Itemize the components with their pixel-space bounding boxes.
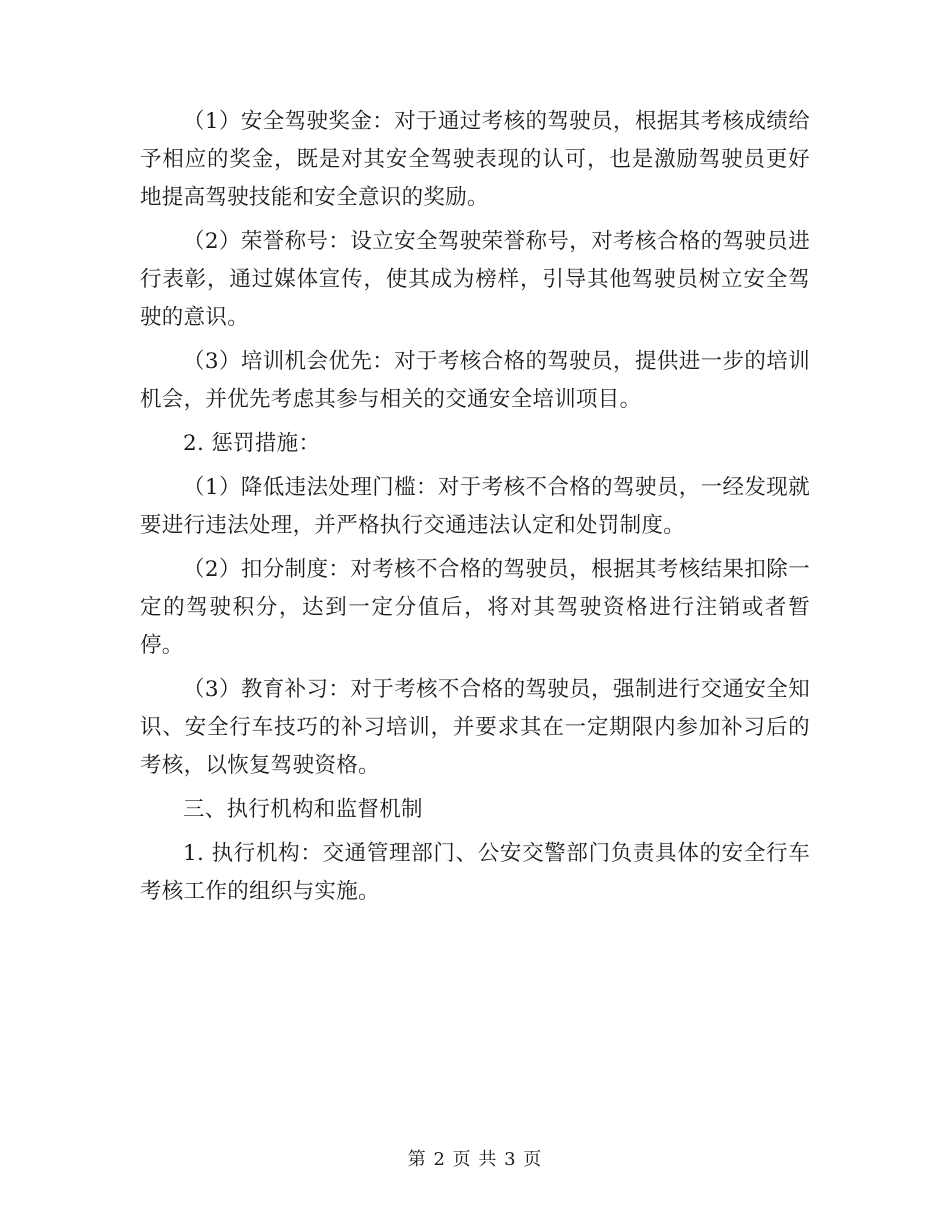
page-number-footer: 第 2 页 共 3 页 [407,1149,543,1170]
paragraph-remedial-education: （3）教育补习：对于考核不合格的驾驶员，强制进行交通安全知识、安全行车技巧的补习培训，并要求其在一定期限内参加补习后的考核，以恢复驾驶资格。 [140,677,810,778]
paragraph-honor-title: （2）荣誉称号：设立安全驾驶荣誉称号，对考核合格的驾驶员进行表彰，通过媒体宣传，使其成为榜样，引导其他驾驶员树立安全驾驶的意识。 [140,229,810,330]
paragraph-training-priority: （3）培训机会优先：对于考核合格的驾驶员，提供进一步的培训机会，并优先考虑其参与相关的交通安全培训项目。 [140,349,810,412]
paragraph-lower-threshold: （1）降低违法处理门槛：对于考核不合格的驾驶员，一经发现就要进行违法处理，并严格执行交通违法认定和处罚制度。 [140,475,810,538]
document-body [140,103,810,917]
heading-execution-supervision: 三、执行机构和监督机制 [183,797,423,822]
paragraph-points-system: （2）扣分制度：对考核不合格的驾驶员，根据其考核结果扣除一定的驾驶积分，达到一定分值后，将对其驾驶资格进行注销或者暂停。 [140,557,810,658]
paragraph-safe-driving-bonus: （1）安全驾驶奖金：对于通过考核的驾驶员，根据其考核成绩给予相应的奖金，既是对其安全驾驶表现的认可，也是激励驾驶员更好地提高驾驶技能和安全意识的奖励。 [140,109,810,210]
heading-penalty-measures: 2. 惩罚措施： [183,431,321,456]
paragraph-execution-agency: 1. 执行机构：交通管理部门、公安交警部门负责具体的安全行车考核工作的组织与实施。 [140,841,810,904]
